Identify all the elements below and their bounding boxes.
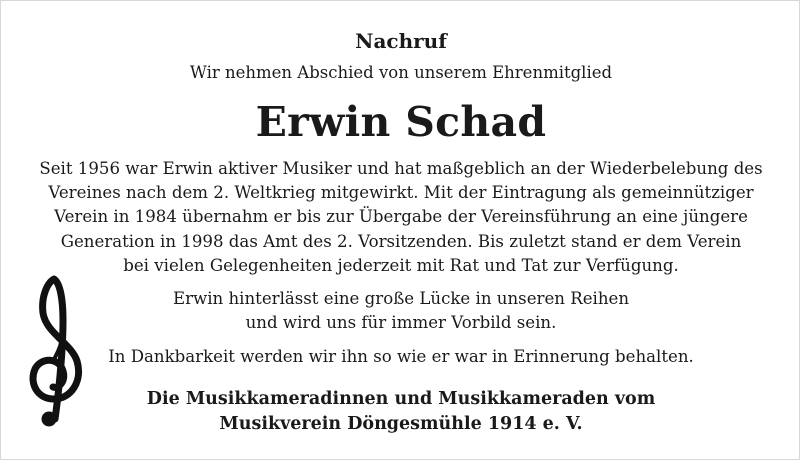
gratitude-line: In Dankbarkeit werden wir ihn so wie er war in Erinnerung behalten. <box>108 347 694 366</box>
biography-line: bei vielen Gelegenheiten jederzeit mit Rat und Tat zur Verfügung. <box>123 255 679 275</box>
biography-line: Generation in 1998 das Amt des 2. Vorsitzenden. Bis zuletzt stand er dem Verein <box>60 231 742 251</box>
biography-line: Seit 1956 war Erwin aktiver Musiker und hat maßgeblich an der Wiederbelebung des <box>39 159 763 178</box>
signature-block <box>1 387 800 437</box>
tribute-paragraph <box>1 287 800 335</box>
deceased-name: Erwin Schad <box>255 98 547 146</box>
signature-line: Musikverein Döngesmühle 1914 e. V. <box>219 414 583 434</box>
biography-line: Vereines nach dem 2. Weltkrieg mitgewirkt. Mit der Eintragung als gemeinnütziger <box>48 183 754 203</box>
tribute-line: Erwin hinterlässt eine große Lücke in unseren Reihen <box>172 289 630 308</box>
notice-intro: Wir nehmen Abschied von unserem Ehrenmitglied <box>189 63 613 82</box>
biography-line: Verein in 1984 übernahm er bis zur Übergabe der Vereinsführung an eine jüngere <box>54 207 748 227</box>
treble-clef-icon <box>19 273 97 433</box>
signature-line: Die Musikkameradinnen und Musikkameraden vom <box>146 389 656 409</box>
tribute-line: und wird uns für immer Vorbild sein. <box>245 313 557 333</box>
biography-paragraph <box>1 157 800 278</box>
notice-heading: Nachruf <box>355 29 447 53</box>
gratitude-paragraph <box>1 345 800 369</box>
